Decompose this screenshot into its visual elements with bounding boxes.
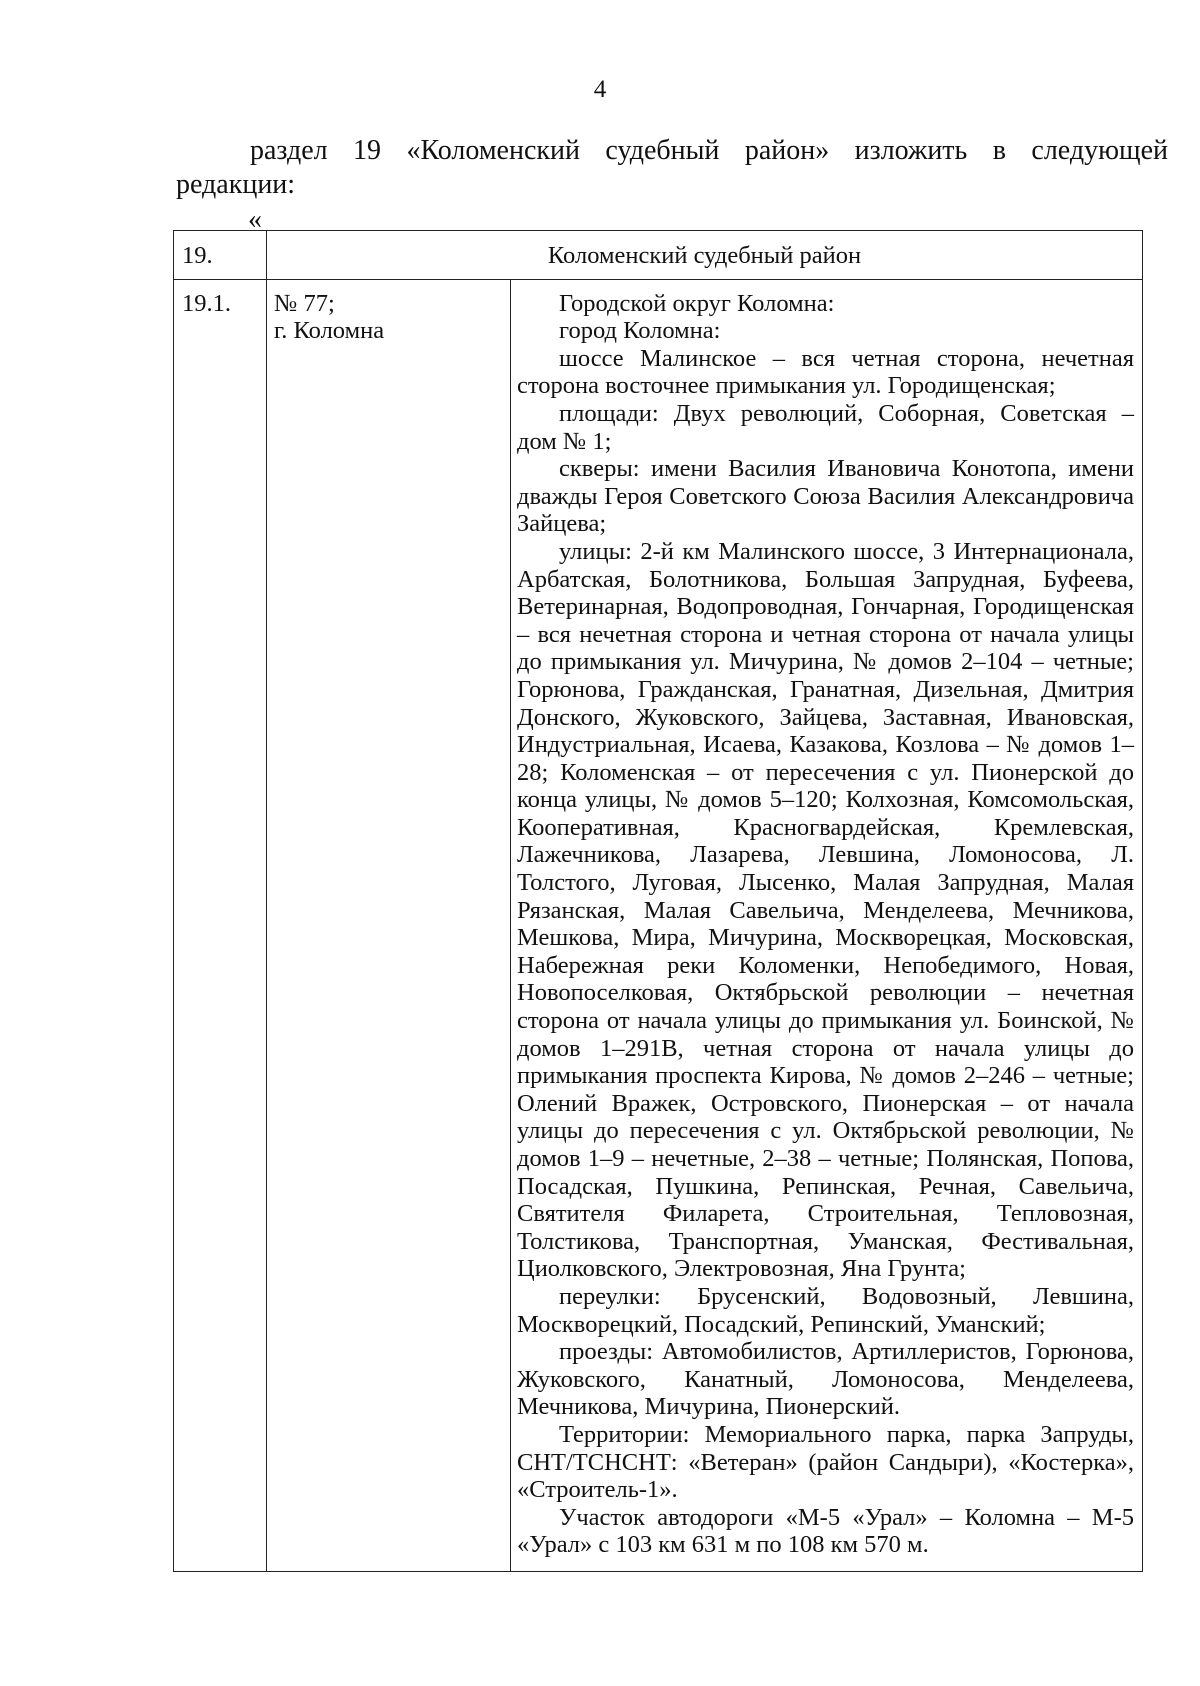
territory-paragraph: шоссе Малинское – вся четная сторона, нечетная сторона восточнее примыкания ул. Городищенская;: [517, 344, 1134, 400]
court-district-table: [173, 230, 1143, 1572]
court-number: № 77;: [274, 289, 335, 317]
territory-paragraph: площади: Двух революций, Соборная, Советская – дом № 1;: [517, 399, 1134, 455]
territory-paragraph: улицы: 2-й км Малинского шоссе, 3 Интернационала, Арбатская, Болотникова, Большая Запрудная, Буфеева, Ветеринарная, Водопроводная, Гончарная, Городищенская – вся нечетная сторона и четная сторона от начала улицы до примыкания ул. Мичурина, № домов 2–104 – четные; Горюнова, Гражданская, Гранатная, Дизельная, Дмитрия Донского, Жуковского, Зайцева, Заставная, Ивановская, Индустриальная, Исаева, Казакова, Козлова – № домов 1–28; Коломенская – от пересечения с ул. Пионерской до конца улицы, № домов 5–120; Колхозная, Комсомольская, Кооперативная, Красногвардейская, Кремлевская, Лажечникова, Лазарева, Левшина, Ломоносова, Л. Толстого, Луговая, Лысенко, Малая Запрудная, Малая Рязанская, Малая Савельича, Менделеева, Мечникова, Мешкова, Мира, Мичурина, Москворецкая, Московская, Набережная реки Коломенки, Непобедимого, Новая, Новопоселковая, Октябрьской революции – нечетная сторона от начала улицы до примыкания ул. Боинской, № домов 1–291В, четная сторона от начала улицы до примыкания проспекта Кирова, № домов 2–246 – четные; Олений Вражек, Островского, Пионерская – от начала улицы до пересечения с ул. Октябрьской революции, № домов 1–9 – нечетные, 2–38 – четные; Полянская, Попова, Посадская, Пушкина, Репинская, Речная, Савельича, Святителя Филарета, Строительная, Тепловозная, Толстикова, Транспортная, Уманская, Фестивальная, Циолковского, Электровозная, Яна Грунта;: [517, 537, 1134, 1283]
section-number: 19.: [174, 231, 267, 280]
territory-paragraph: переулки: Брусенский, Водовозный, Левшина, Москворецкий, Посадский, Репинский, Уманский;: [517, 1282, 1134, 1338]
territory-paragraph: Территории: Мемориального парка, парка Запруды, СНТ/ТСНСНТ: «Ветеран» (район Сандыри), «Костерка», «Строитель-1».: [517, 1420, 1134, 1504]
territory-paragraph: скверы: имени Василия Ивановича Конотопа, имени дважды Героя Советского Союза Василия Александровича Зайцева;: [517, 455, 1134, 538]
table-row: [174, 279, 1143, 1571]
court-city: г. Коломна: [274, 317, 385, 345]
intro-text-continuation: редакции:: [176, 169, 296, 200]
opening-quote-mark: «: [248, 204, 262, 235]
table-header-row: [174, 231, 1143, 280]
page-number: 4: [593, 76, 607, 103]
subsection-number: 19.1.: [174, 279, 267, 1571]
territory-paragraph: проезды: Автомобилистов, Артиллеристов, Горюнова, Жуковского, Канатный, Ломоносова, Менделеева, Мечникова, Мичурина, Пионерский.: [517, 1338, 1134, 1421]
court-section-cell: [267, 279, 511, 1571]
intro-text: раздел 19 «Коломенский судебный район» изложить в следующей: [250, 135, 1168, 166]
territory-paragraph: Участок автодороги «М-5 «Урал» – Коломна – М-5 «Урал» с 103 км 631 м по 108 км 570 м.: [517, 1503, 1134, 1559]
territory-paragraph: город Коломна:: [559, 317, 721, 345]
territory-paragraph: Городской округ Коломна:: [559, 289, 835, 317]
district-title: Коломенский судебный район: [267, 231, 1143, 280]
territory-cell: [511, 279, 1143, 1571]
